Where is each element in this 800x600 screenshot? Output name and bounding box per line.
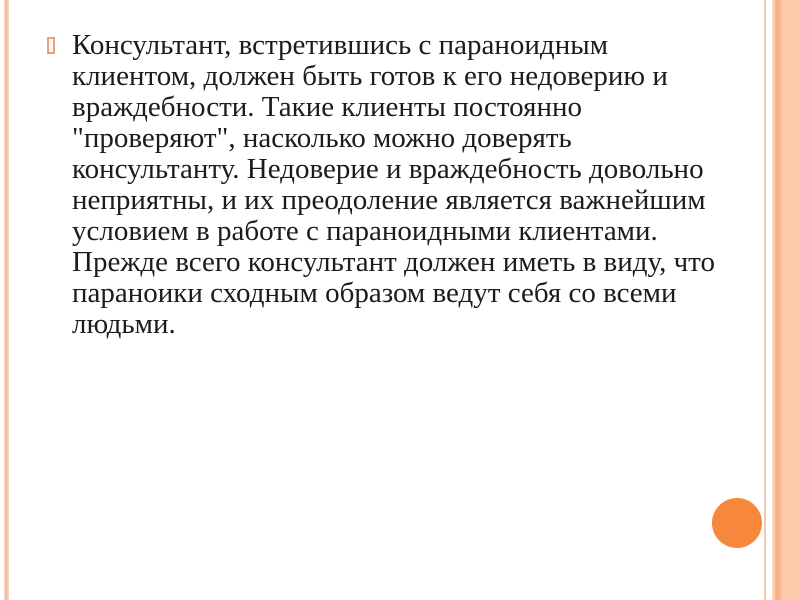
paragraph-line: враждебности. Такие клиенты постоянно	[72, 91, 582, 123]
slide-body	[0, 30, 720, 340]
right-accent-band	[772, 0, 800, 600]
paragraph-line: клиентом, должен быть готов к его недоверию и	[72, 60, 668, 92]
paragraph-line: "проверяют", насколько можно доверять	[72, 122, 572, 154]
bullet-list-item	[0, 30, 720, 340]
paragraph-line: условием в работе с параноидными клиентами.	[72, 215, 658, 247]
paragraph-line: людьми.	[72, 308, 176, 340]
paragraph-line: консультанту. Недоверие и враждебность довольно	[72, 153, 704, 185]
paragraph-line: параноики сходным образом ведут себя со всеми	[72, 277, 677, 309]
open-rectangle-bullet-icon	[47, 37, 55, 54]
paragraph-text	[72, 30, 720, 340]
right-accent-line	[764, 0, 766, 600]
paragraph-line: Прежде всего консультант должен иметь в виду, что	[72, 246, 715, 278]
paragraph-line: неприятны, и их преодоление является важнейшим	[72, 184, 706, 216]
accent-circle	[712, 498, 762, 548]
paragraph-line: Консультант, встретившись с параноидным	[72, 29, 609, 61]
